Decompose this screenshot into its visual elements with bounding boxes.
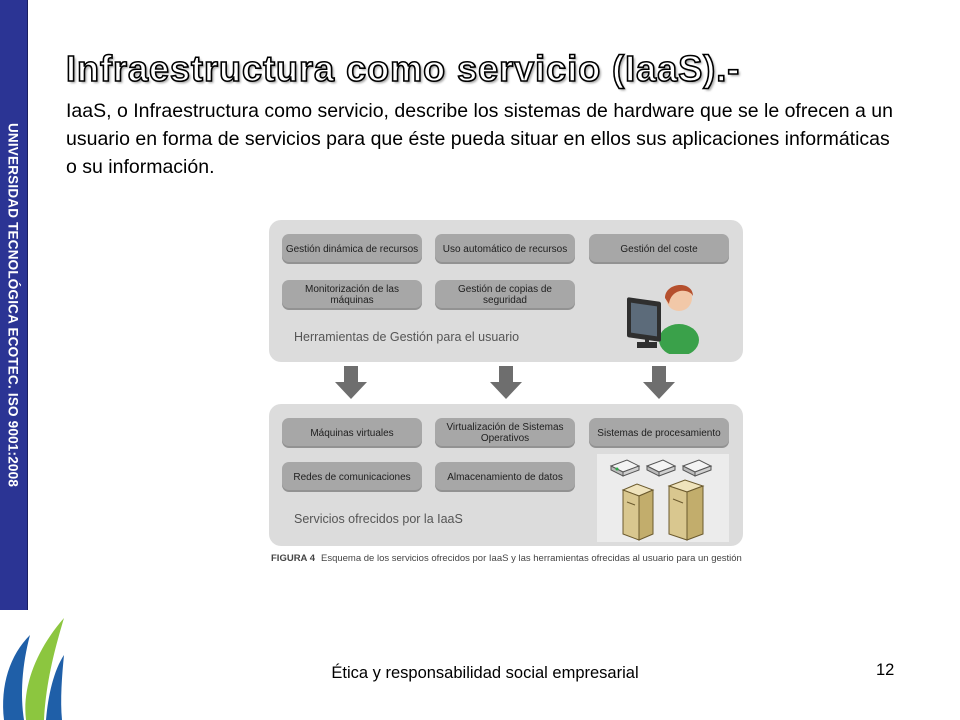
slide-title: Infraestructura como servicio (IaaS).- xyxy=(66,48,741,89)
ecotec-leaf-logo-icon xyxy=(0,615,68,720)
user-at-computer-icon xyxy=(619,274,703,354)
chip-data-storage: Almacenamiento de datos xyxy=(435,462,575,492)
user-tools-panel xyxy=(269,220,743,362)
chip-communication-networks: Redes de comunicaciones xyxy=(282,462,422,492)
figure-caption-label: FIGURA 4 xyxy=(271,553,315,564)
iaas-services-panel xyxy=(269,404,743,546)
iaas-services-label: Servicios ofrecidos por la IaaS xyxy=(294,512,463,526)
arrow-down-icon xyxy=(334,366,368,400)
iaas-diagram xyxy=(266,218,746,578)
intro-paragraph: IaaS, o Infraestructura como servicio, describe los sistemas de hardware que se le ofrecen a un usuario en forma de servicios para que éste pueda situar en ellos sus aplicaciones informáticas o su información. xyxy=(66,100,893,178)
chip-machine-monitoring: Monitorización de las máquinas xyxy=(282,280,422,310)
page-number: 12 xyxy=(876,661,895,679)
footer-course-title: Ética y responsabilidad social empresarial xyxy=(331,664,639,682)
chip-backup-management: Gestión de copias de seguridad xyxy=(435,280,575,310)
chip-dynamic-resources: Gestión dinámica de recursos xyxy=(282,234,422,264)
chip-cost-management: Gestión del coste xyxy=(589,234,729,264)
arrow-down-icon xyxy=(489,366,523,400)
arrow-down-icon xyxy=(642,366,676,400)
user-tools-label: Herramientas de Gestión para el usuario xyxy=(294,330,520,344)
figure-caption xyxy=(271,553,742,564)
chip-auto-resources: Uso automático de recursos xyxy=(435,234,575,264)
sidebar-university-text: UNIVERSIDAD TECNOLÓGICA ECOTEC. ISO 9001:2008 xyxy=(5,122,21,488)
chip-virtual-machines: Máquinas virtuales xyxy=(282,418,422,448)
sidebar-banner xyxy=(0,0,28,610)
chip-processing-systems: Sistemas de procesamiento xyxy=(589,418,729,448)
chip-os-virtualization: Virtualización de Sistemas Operativos xyxy=(435,418,575,448)
servers-network-icon xyxy=(597,454,729,542)
figure-caption-text: Esquema de los servicios ofrecidos por IaaS y las herramientas ofrecidas al usuario para un gestión xyxy=(320,553,742,564)
